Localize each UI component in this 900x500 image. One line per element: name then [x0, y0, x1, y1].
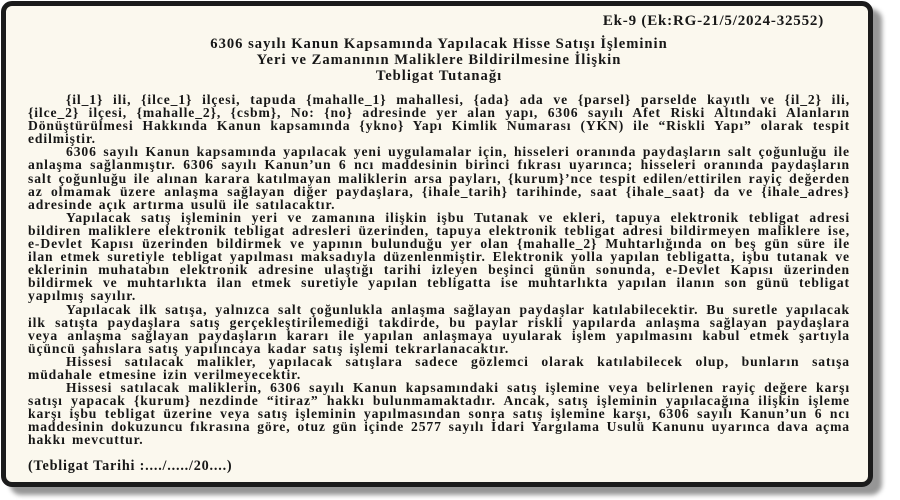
paragraph-observer-rule: Hissesi satılacak malikler, yapılacak satışlara sadece gözlemci olarak katılabilecek olup, bunların satışa müdahale etmesine izin verilmeyecektir.: [28, 353, 850, 382]
document-title-line-3: Tebligat Tutanağı: [375, 68, 503, 84]
document-title-line-2: Yeri ve Zamanının Maliklere Bildirilmesine İlişkin: [256, 52, 622, 68]
document-title: [28, 36, 850, 84]
notification-date-line: (Tebligat Tarihi :..../...../20....): [28, 457, 233, 474]
paragraph-sale-decision: 6306 sayılı Kanun kapsamında yapılacak yeni uygulamalar için, hisseleri oranında paydaşların salt çoğunluğu ile anlaşma sağlanmıştır. 6306 sayılı Kanun’un 6 ncı maddesinin birinci fıkrası uyarınca; hisseleri oranında paydaşların salt çoğunluğu ile alınan karara katılmayan maliklerin arsa payları, {kurum}’nce tespit edilen/ettirilen rayiç değerden az olmamak üzere anlaşma sağlayan diğer paydaşlara, {ihale_tarih} tarihinde, saat {ihale_saat} da ve {ihale_adres} adresinde açık artırma usulü ile satılacaktır.: [28, 144, 850, 212]
document-body: [28, 93, 850, 447]
document-title-line-1: 6306 sayılı Kanun Kapsamında Yapılacak Hisse Satışı İşleminin: [210, 36, 668, 52]
paragraph-notification-method: Yapılacak satış işleminin yeri ve zamanına ilişkin işbu Tutanak ve ekleri, tapuya elektronik tebligat adresi bildiren maliklere elektronik tebligat adresleri üzerinden, tapuya elektronik tebligat adresi bildirmeyen maliklere ise, e-Devlet Kapısı üzerinden bildirmek ve yapının bulunduğu yer olan {mahalle_2} Muhtarlığında on beş gün süre ile ilan etmek suretiyle tebligat yapılması maksadıyla düzenlenmiştir. Elektronik yolla yapılan tebligatta, işbu tutanak ve eklerinin muhatabın elektronik adresine ulaştığı tarihi izleyen beşinci günün sonunda, e-Devlet Kapısı üzerinden bildirmek ve muhtarlıkta ilan etmek suretiyle yapılan tebligatta ise muhtarlıkta yapılan ilanın son günü tebligat yapılmış sayılır.: [28, 209, 850, 304]
paragraph-building-identification: {il_1} ili, {ilce_1} ilçesi, tapuda {mahalle_1} mahallesi, {ada} ada ve {parsel} parselde kayıtlı ve {il_2} ili, {ilce_2} ilçesi, {mahalle_2}, {csbm}, No: {no} adresinde yer alan yapı, 6306 sayılı Afet Riski Altındaki Alanların Dönüştürülmesi Hakkında Kanun kapsamında {ykno} Yapı Kimlik Numarası (YKN) ile “Riskli Yapı” olarak tespit edilmiştir.: [28, 92, 850, 147]
paragraph-objection-rights: Hissesi satılacak maliklerin, 6306 sayılı Kanun kapsamındaki satış işlemine veya belirlenen rayiç değere karşı satışı yapacak {kurum} nezdinde “itiraz” hakkı bulunmamaktadır. Ancak, satış işleminin yapılacağına ilişkin işleme karşı işbu tebligat üzerine veya satış işleminin yapılmasından sonra satış işlemine karşı, 6306 sayılı Kanun’un 6 ncı maddesinin dokuzuncu fıkrasına göre, otuz gün içinde 2577 sayılı İdari Yargılama Usulü Kanunu uyarınca dava açma hakkı mevcuttur.: [28, 380, 850, 448]
annex-reference: Ek-9 (Ek:RG-21/5/2024-32552): [602, 13, 824, 29]
document-page: [1, 1, 873, 487]
paragraph-first-sale-rules: Yapılacak ilk satışa, yalnızca salt çoğunlukla anlaşma sağlayan paydaşlar katılabilecektir. Bu suretle yapılacak ilk satışta paydaşlara satış gerçekleştirilemediği takdirde, bu paylar riskli yapılarda anlaşma sağlayan paydaşlara veya anlaşma sağlayan paydaşların kararı ile yapılan anlaşmaya uyularak işlem yapılmasını kabul etmek şartıyla üçüncü şahıslara satış yapılıncaya kadar satış işlemi tekrarlanacaktır.: [28, 301, 850, 356]
